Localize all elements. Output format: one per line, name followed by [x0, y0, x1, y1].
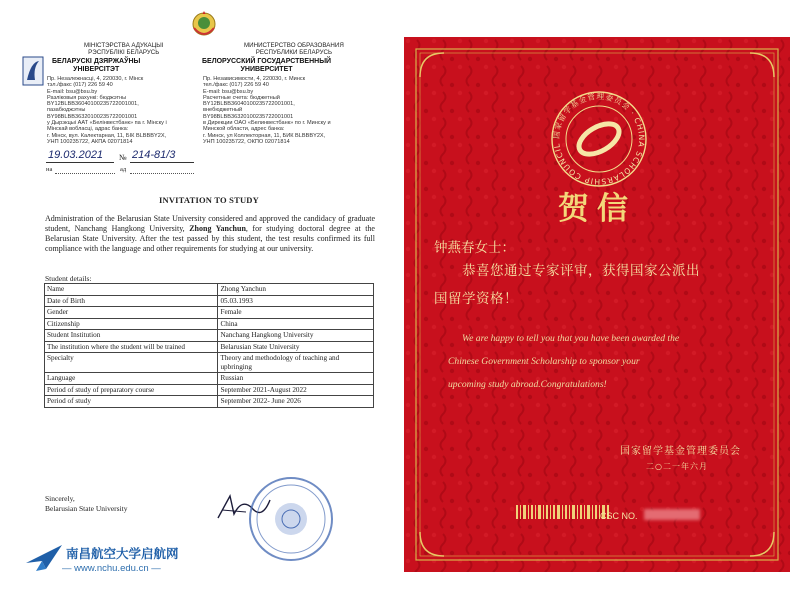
letter-number: 214-81/3 — [132, 149, 176, 161]
details-row — [45, 330, 374, 342]
paragraph-student-name: Zhong Yanchun — [189, 224, 246, 233]
details-row — [45, 396, 374, 408]
details-label: Student Institution — [45, 330, 218, 342]
university-name-by: БЕЛАРУСКІ ДЗЯРЖАЎНЫ УНІВЕРСІТЭТ — [52, 58, 141, 73]
invitation-title: INVITATION TO STUDY — [158, 195, 259, 205]
university-stamp-icon — [246, 474, 336, 564]
details-value: September 2021-August 2022 — [218, 384, 374, 396]
details-label: Date of Birth — [45, 295, 218, 307]
csc-logo-icon — [544, 84, 654, 194]
paragraph-part-1: Administration of the Belarusian State University considered and approved the candidacy of graduate student, Nanchang Hangkong University, — [45, 214, 375, 233]
details-label: Gender — [45, 307, 218, 319]
details-label: Language — [45, 373, 218, 385]
number-underline — [130, 162, 194, 163]
scholarship-certificate — [404, 37, 790, 572]
barcode-icon — [516, 505, 612, 519]
details-value: September 2022- June 2026 — [218, 396, 374, 408]
bsu-logo-icon — [22, 56, 44, 86]
details-label: Period of study — [45, 396, 218, 408]
address-block-ru: Пр. Независимости, 4, 220030, г. Минск тел./факс (017) 226 59 40 E-mail: bsu@bsu.by Расчетные счета: бюджетный BY12BLBB36040100235722001001, внебюджетный BY98BLBB36320100235722001001 в Дирекции ОАО «Белинвестбанк» по г. Минску и Минской области, адрес банка: г. Минск, ул Коллекторная, 11, БИК BLBBBY2X, УНП 100235722, ОКПО 02071814 — [203, 76, 331, 145]
details-value: China — [218, 318, 374, 330]
details-label: Citizenship — [45, 318, 218, 330]
na-label: на — [46, 166, 53, 173]
details-caption: Student details: — [45, 274, 92, 283]
cert-title: 贺信 — [558, 191, 636, 227]
cert-body-en-2: Chinese Government Scholarship to sponsor your — [448, 356, 640, 367]
ad-label: ад — [120, 166, 127, 173]
details-row — [45, 307, 374, 319]
details-label: Name — [45, 284, 218, 296]
details-row — [45, 373, 374, 385]
invitation-paragraph — [45, 214, 375, 254]
cert-body-en-1: We are happy to tell you that you have been awarded the — [462, 333, 680, 344]
details-row — [45, 341, 374, 353]
details-row — [45, 353, 374, 373]
ministry-ru: МИНИСТЕРСТВО ОБРАЗОВАНИЯ РЕСПУБЛИКИ БЕЛАРУСЬ — [244, 42, 344, 56]
details-row — [45, 318, 374, 330]
details-value: Female — [218, 307, 374, 319]
details-row — [45, 284, 374, 296]
cert-body-cn-1: 恭喜您通过专家评审，获得国家公派出 — [462, 263, 700, 279]
belarus-emblem-icon — [191, 10, 217, 40]
details-row — [45, 295, 374, 307]
cert-signer: 国家留学基金管理委员会 — [620, 446, 741, 457]
csc-ring-text: 国家留学基金管理委员会 · CHINA SCHOLARSHIP COUNCIL — [551, 91, 647, 187]
cert-date: 二○二一年六月 — [646, 462, 708, 471]
details-value: Russian — [218, 373, 374, 385]
cert-salutation: 钟燕春女士： — [434, 240, 515, 256]
nchu-plane-icon — [24, 541, 64, 573]
watermark-chinese: 南昌航空大学启航网 — [66, 546, 179, 561]
paragraph-part-2: , for studying doctoral degree at the Belarusian State University. After the test passed by this student, the test results confirmed its full compliance with the language and other requirements for studying at our university. — [45, 224, 375, 253]
watermark-url: — www.nchu.edu.cn — — [62, 563, 161, 574]
details-value: Theory and methodology of teaching and upbringing — [218, 353, 374, 373]
address-block-by: Пр. Незалежнасці, 4, 220030, г. Мінск тэл./факс (017) 226 59 40 E-mail: bsu@bsu.by Разліковыя рахункі: бюджэтны BY12BLBB36040100235722001001, пазабюджэтны BY98BLBB36320100235722001001 у Дырэкцыі ААТ «Белінвестбанк» па г. Мінску і Мінскай вобласці, адрас банка: г. Мінск, вул. Калектарная, 11, БІК BLBBBY2X, УНП 100235722, АКПА 02071814 — [47, 76, 167, 145]
details-label: Period of study of preparatory course — [45, 384, 218, 396]
date-underline — [46, 162, 114, 163]
csc-number-redacted — [644, 509, 700, 520]
details-value: Belarusian State University — [218, 341, 374, 353]
ministry-by: МІНІСТЭРСТВА АДУКАЦЫІ РЭСПУБЛІКІ БЕЛАРУСЬ — [84, 42, 164, 56]
letter-date: 19.03.2021 — [48, 149, 104, 161]
details-value: Nanchang Hangkong University — [218, 330, 374, 342]
closing-university: Belarusian State University — [45, 504, 128, 513]
cert-body-en-3: upcoming study abroad.Congratulations! — [448, 379, 607, 390]
details-value: 05.03.1993 — [218, 295, 374, 307]
details-label: The institution where the student will be trained — [45, 341, 218, 353]
ad-line — [130, 173, 194, 174]
details-row — [45, 384, 374, 396]
student-details-table — [44, 283, 374, 408]
na-line — [55, 173, 115, 174]
details-value: Zhong Yanchun — [218, 284, 374, 296]
number-label: № — [119, 153, 127, 162]
csc-number-label: CSC NO. — [600, 511, 638, 521]
details-label: Specialty — [45, 353, 218, 373]
cert-body-cn-2: 国留学资格！ — [434, 291, 518, 307]
closing-sincerely: Sincerely, — [45, 494, 75, 503]
university-name-ru: БЕЛОРУССКИЙ ГОСУДАРСТВЕННЫЙ УНИВЕРСИТЕТ — [202, 58, 332, 73]
